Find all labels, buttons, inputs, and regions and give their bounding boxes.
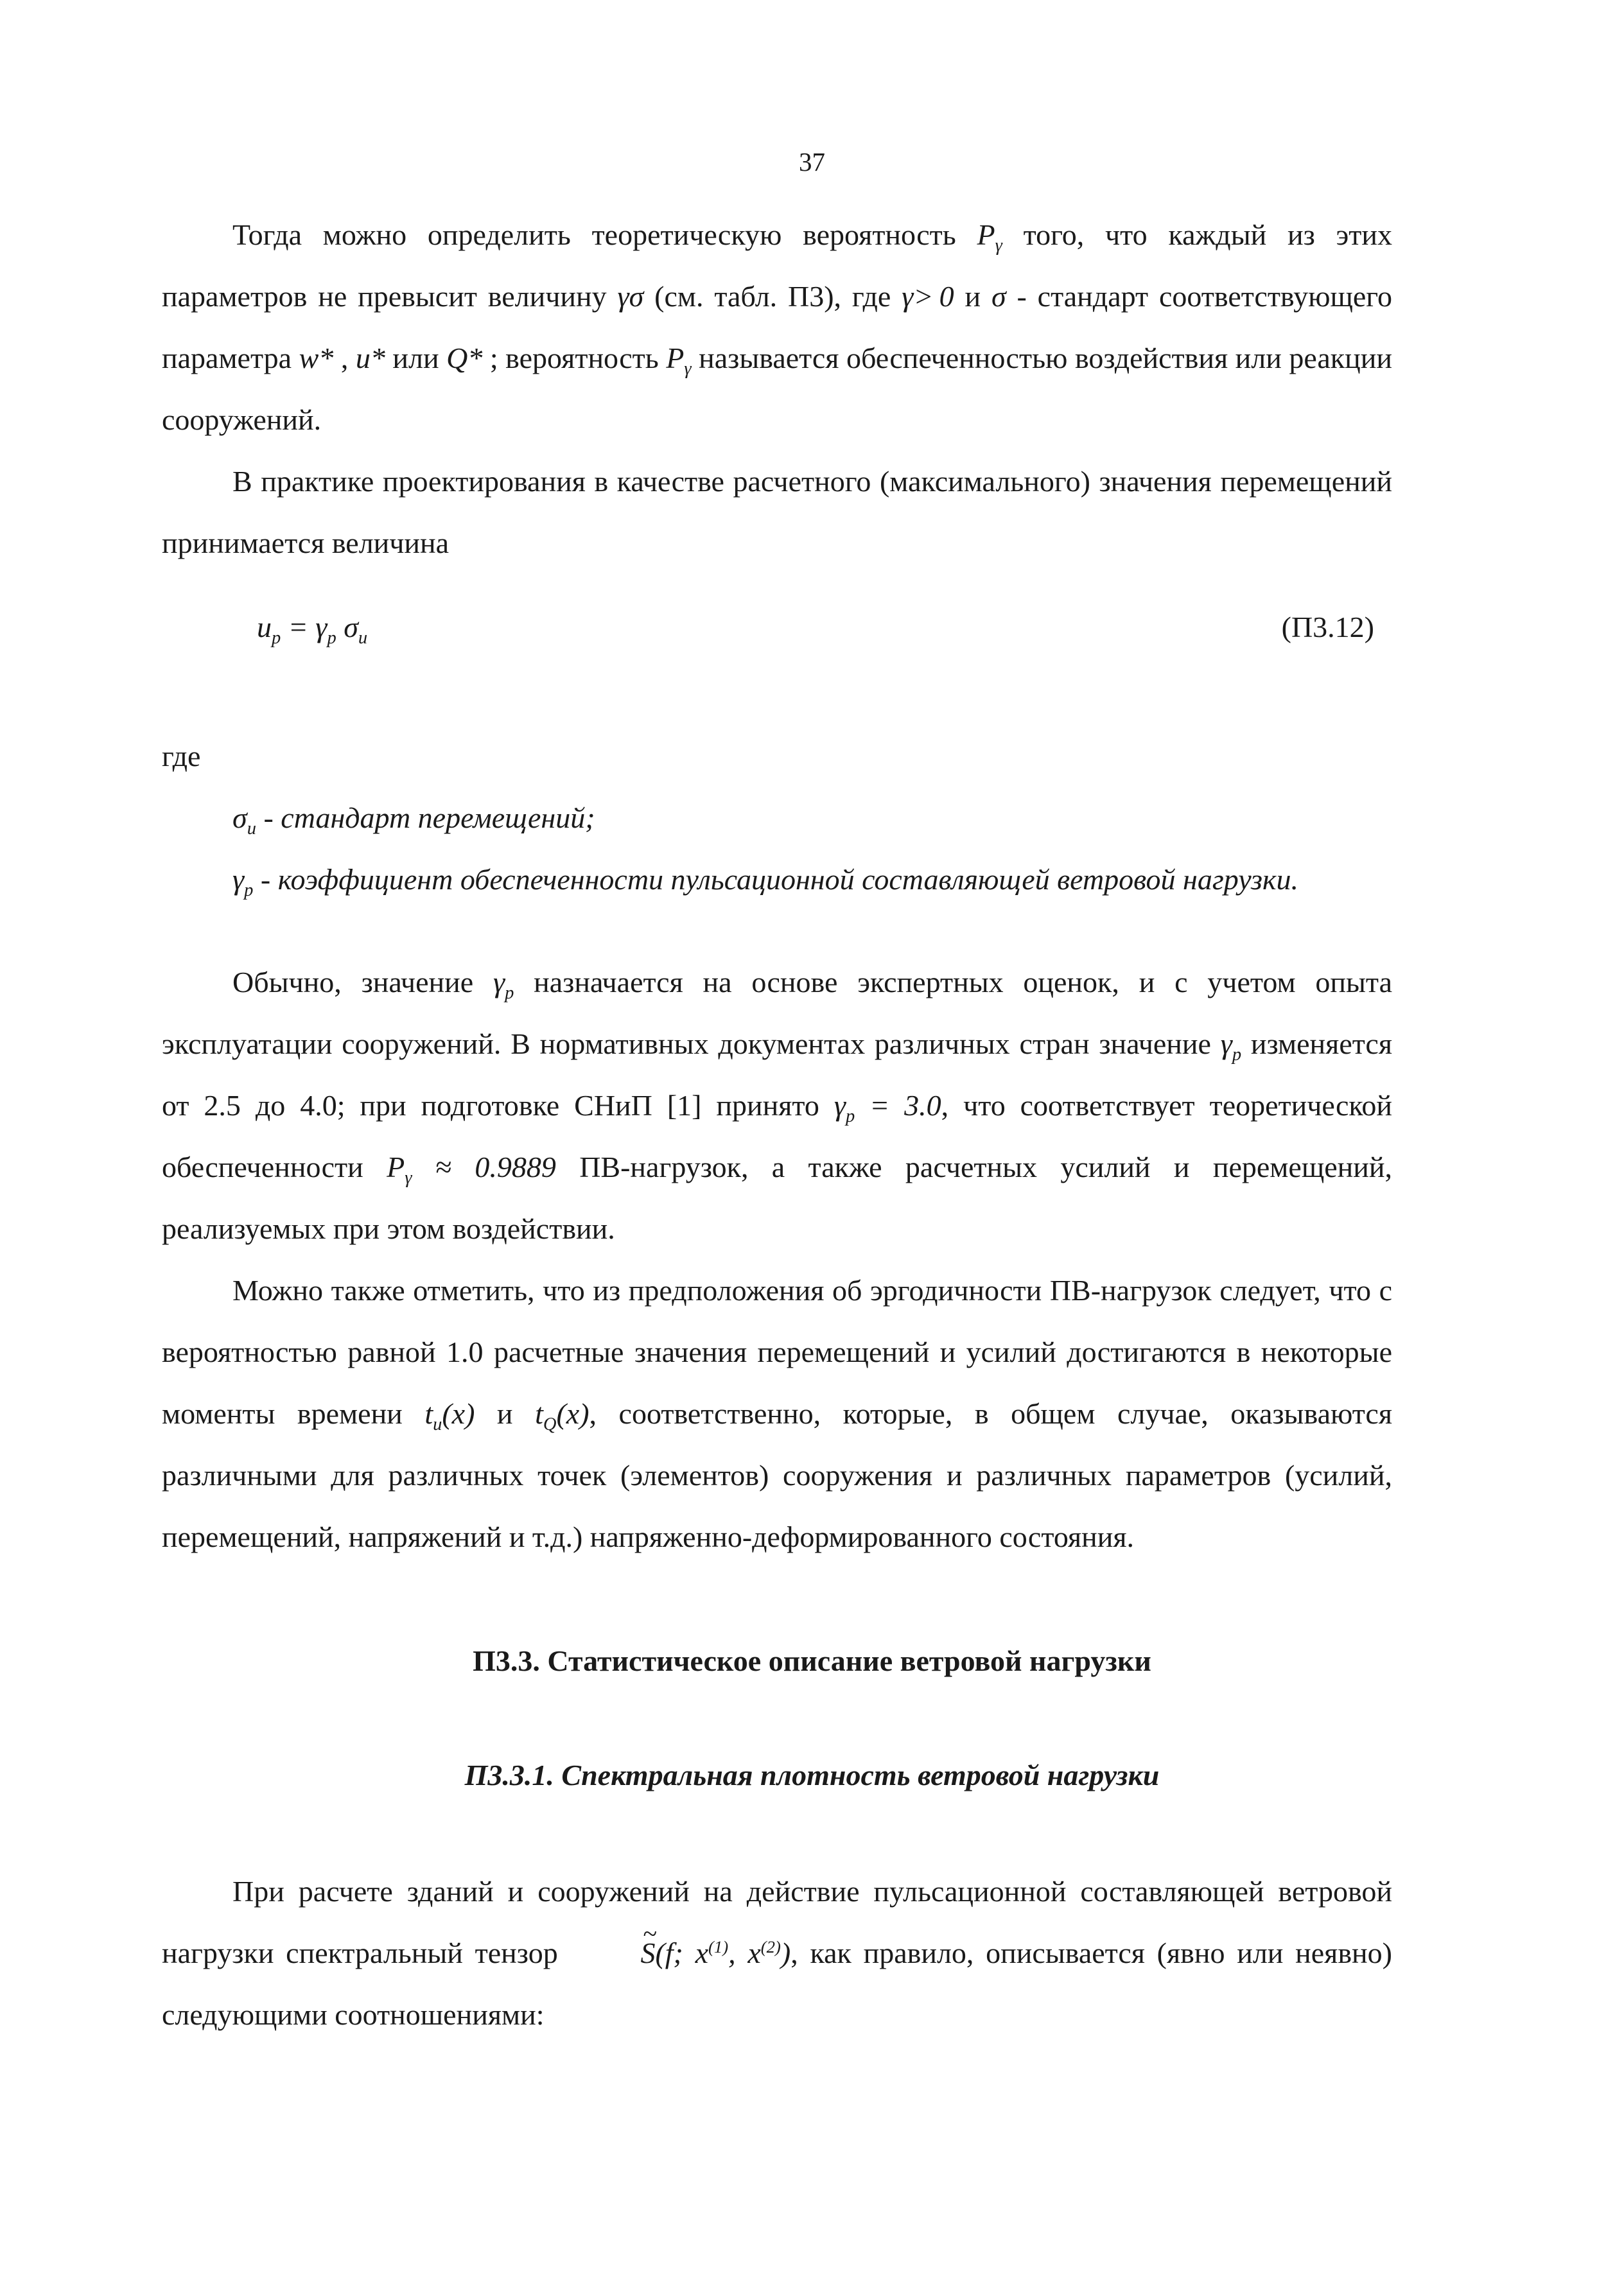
paragraph-ergodicity: Можно также отметить, что из предположения об эргодичности ПВ-нагрузок следует, что с вероятностью равной 1.0 расчетные значения перемещений и усилий достигаются в некоторые моменты времени $t_u(x)$ и $t_Q(x)$, соответственно, которые, в общем случае, оказываются различными для различных точек (элементов) сооружения и различных параметров (усилий, перемещений, напряжений и т.д.) напряженно-деформированного состояния. [162, 1274, 1392, 1553]
body-text-bottom [162, 1861, 1392, 2046]
definition-gamma: $\gamma_p$ - коэффициент обеспеченности пульсационной составляющей ветровой нагрузки. [232, 863, 1298, 900]
body-text-top [162, 204, 1392, 574]
page-number: 37 [799, 147, 825, 177]
paragraph-gamma-value: Обычно, значение $\gamma_p$ назначается на основе экспертных оценок, и с учетом опыта эксплуатации сооружений. В нормативных документах различных стран значение $\gamma_p$ изменяется от 2.5 до 4.0; при подготовке СНиП [1] принято $\gamma_p = 3.0$, что соответствует теоретической обеспеченности $P_\gamma \approx 0.9889$ ПВ-нагрузок, а также расчетных усилий и перемещений, реализуемых при этом воздействии. [162, 966, 1393, 1245]
section-heading: П3.3. Статистическое описание ветровой нагрузки [473, 1644, 1151, 1677]
definition-sigma: $\sigma_u$ - стандарт перемещений; [232, 801, 595, 839]
where-label: где [162, 740, 201, 772]
paragraph-spectral-tensor: При расчете зданий и сооружений на действие пульсационной составляющей ветровой нагрузки спектральный тензор ~ S(f; $x^{(1)}$, $x^{(2)}$), как правило, описывается (явно или неявно) следующими соотношениями: [162, 1861, 1392, 2046]
paragraph-probability: Тогда можно определить теоретическую вероятность $P_\gamma$ того, что каждый из этих параметров не превысит величину γσ (см. табл. П3), где γ> 0 и σ - стандарт соответствующего параметра w* , u* или Q* ; вероятность $P_\gamma$ называется обеспеченностью воздействия или реакции сооружений. [162, 218, 1393, 436]
formula-p3-12 [162, 610, 1392, 661]
subsection-heading: П3.3.1. Спектральная плотность ветровой нагрузки [464, 1759, 1160, 1791]
paragraph-design-practice: В практике проектирования в качестве расчетного (максимального) значения перемещений принимается величина [162, 465, 1392, 559]
definitions [162, 726, 1392, 910]
body-text-middle [162, 952, 1392, 1568]
formula-expression: $u_p = \gamma_p$ $\sigma_u$ [257, 611, 368, 648]
formula-number: (П3.12) [1281, 611, 1374, 643]
